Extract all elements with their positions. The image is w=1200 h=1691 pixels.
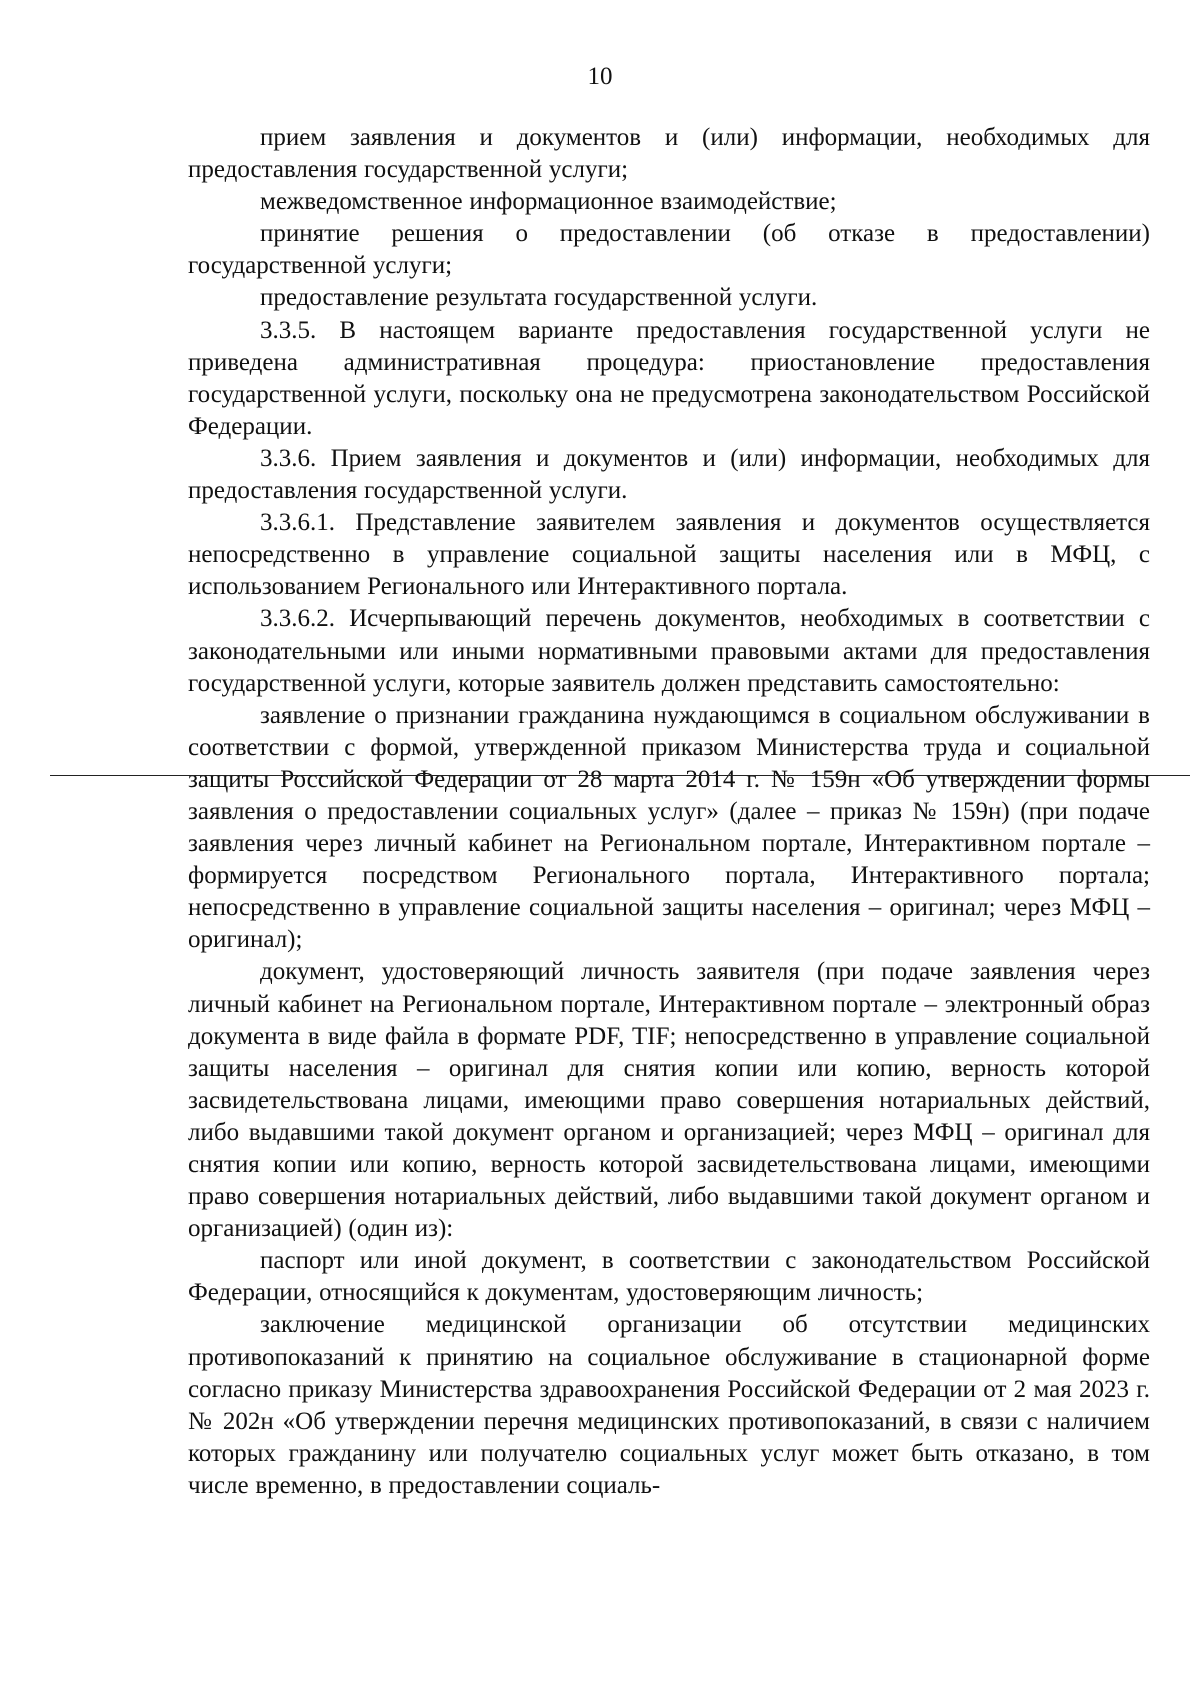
paragraph-procedure-interagency: межведомственное информационное взаимодействие;: [260, 188, 837, 216]
paragraph-3-3-6-2: 3.3.6.2. Исчерпывающий перечень документов, необходимых в соответствии с законодательными или иными нормативными правовыми актами для предоставления государственной услуги, которые заявитель должен представить самостоятельно:: [188, 605, 1150, 697]
paragraph-procedure-application-intake: прием заявления и документов и (или) информации, необходимых для предоставления государственной услуги;: [188, 124, 1150, 184]
document-body: [188, 122, 1150, 1502]
paragraph-3-3-6: 3.3.6. Прием заявления и документов и (или) информации, необходимых для предоставления государственной услуги.: [188, 444, 1150, 505]
page-number: 10: [587, 63, 613, 90]
paragraph-identity-document: документ, удостоверяющий личность заявителя (при подаче заявления через личный кабинет на Региональном портале, Интерактивном портале – электронный образ документа в виде файла в формате PDF, TIF; непосредственно в управление социальной защиты населения – оригинал для снятия копии или копию, верность которой засвидетельствована лицами, имеющими право совершения нотариальных действий, либо выдавшими такой документ органом и организацией; через МФЦ – оригинал для снятия копии или копию, верность которой засвидетельствована лицами, имеющими право совершения нотариальных действий, либо выдавшими такой документ органом и организацией) (один из):: [188, 958, 1150, 1243]
scan-strikethrough-line: [50, 775, 1190, 776]
paragraph-procedure-decision: принятие решения о предоставлении (об отказе в предоставлении) государственной услуги;: [188, 220, 1150, 280]
paragraph-application-form: заявление о признании гражданина нуждающимся в социальном обслуживании в соответствии с формой, утвержденной приказом Министерства труда и социальной защиты Российской Федерации от 28 марта 2014 г. № 159н «Об утверждении формы заявления о предоставлении социальных услуг» (далее – приказ № 159н) (при подаче заявления через личный кабинет на Региональном портале, Интерактивном портале – формируется посредством Регионального портала, Интерактивного портала; непосредственно в управление социальной защиты населения – оригинал; через МФЦ – оригинал);: [188, 701, 1150, 954]
paragraph-passport: паспорт или иной документ, в соответствии с законодательством Российской Федерации, относящийся к документам, удостоверяющим личность;: [188, 1247, 1150, 1307]
paragraph-procedure-result: предоставление результата государственной услуги.: [260, 284, 818, 312]
paragraph-medical-conclusion: заключение медицинской организации об отсутствии медицинских противопоказаний к принятию на социальное обслуживание в стационарной форме согласно приказу Министерства здравоохранения Российской Федерации от 2 мая 2023 г. № 202н «Об утверждении перечня медицинских противопоказаний, в связи с наличием которых гражданину или получателю социальных услуг может быть отказано, в том числе временно, в предоставлении социаль-: [188, 1311, 1150, 1499]
paragraph-3-3-6-1: 3.3.6.1. Представление заявителем заявления и документов осуществляется непосредственно в управление социальной защиты населения или в МФЦ, с использованием Регионального или Интерактивного портала.: [188, 509, 1150, 601]
paragraph-3-3-5: 3.3.5. В настоящем варианте предоставления государственной услуги не приведена административная процедура: приостановление предоставления государственной услуги, поскольку она не предусмотрена законодательством Российской Федерации.: [188, 316, 1150, 440]
